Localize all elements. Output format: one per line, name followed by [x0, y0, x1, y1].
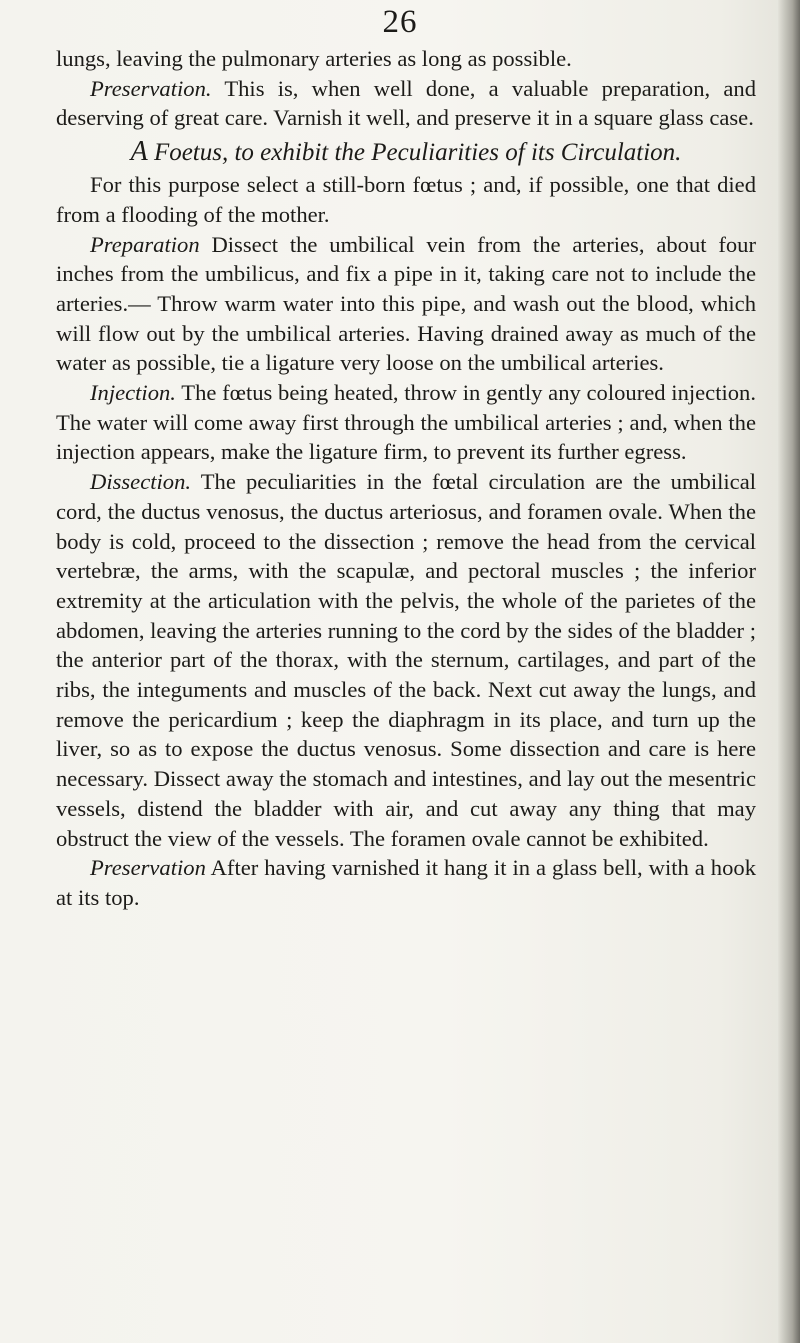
run-in-heading: Preservation.	[90, 75, 212, 101]
section-heading-text: Foetus, to exhibit the Peculiarities of its Circulation.	[147, 139, 682, 167]
paragraph-purpose: For this purpose select a still-born fœtus ; and, if possible, one that died from a flooding of the mother.	[56, 172, 756, 227]
paragraph-text: After having varnished it hang it in a glass bell, with a hook at its top.	[56, 855, 756, 910]
section-heading-initial: A	[130, 136, 148, 168]
run-in-heading: Dissection.	[90, 469, 192, 495]
page-number: 26	[382, 4, 418, 40]
paragraph-preservation	[56, 74, 756, 133]
page-edge-shadow	[778, 0, 800, 1343]
paragraph-text: The fœtus being heated, throw in gently any coloured injection. The water will come away first through the umbilical arteries ; and, when the injection appears, make the ligature firm, to prevent its further egress.	[56, 380, 756, 465]
body-text	[56, 44, 756, 913]
run-in-heading: Preparation	[90, 231, 200, 257]
paragraph-injection	[56, 378, 756, 467]
paragraph-final-preservation	[56, 853, 756, 912]
run-in-heading: Preservation	[90, 855, 206, 881]
paragraph-text: The peculiarities in the fœtal circulation are the umbilical cord, the ductus venosus, the ductus arteriosus, and foramen ovale. When the body is cold, proceed to the dissection ; remove the head from the cervical vertebræ, the arms, with the scapulæ, and pectoral muscles ; the inferior extremity at the articulation with the pelvis, the whole of the parietes of the abdomen, leaving the arteries running to the cord by the sides of the bladder ; the anterior part of the thorax, with the sternum, cartilages, and part of the ribs, the integuments and muscles of the back. Next cut away the lungs, and remove the pericardium ; keep the diaphragm in its place, and turn up the liver, so as to expose the ductus venosus. Some dissection and care is here necessary. Dissect away the stomach and intestines, and lay out the mesentric vessels, distend the bladder with air, and cut away any thing that may obstruct the view of the vessels. The foramen ovale cannot be exhibited.	[56, 469, 756, 851]
paragraph-text: This is, when well done, a valuable preparation, and deserving of great care. Varnish it well, and preserve it in a square glass case.	[56, 75, 756, 131]
paragraph-continuation: lungs, leaving the pulmonary arteries as long as possible.	[56, 46, 572, 71]
section-heading	[56, 137, 756, 168]
paragraph-dissection	[56, 467, 756, 853]
paragraph-preparation	[56, 230, 756, 379]
paragraph-text: Dissect the umbilical vein from the arteries, about four inches from the umbilicus, and fix a pipe in it, taking care not to include the arteries.— Throw warm water into this pipe, and wash out the blood, which will flow out by the umbilical arteries. Having drained away as much of the water as possible, tie a ligature very loose on the umbilical arteries.	[56, 231, 756, 376]
run-in-heading: Injection.	[90, 380, 176, 406]
